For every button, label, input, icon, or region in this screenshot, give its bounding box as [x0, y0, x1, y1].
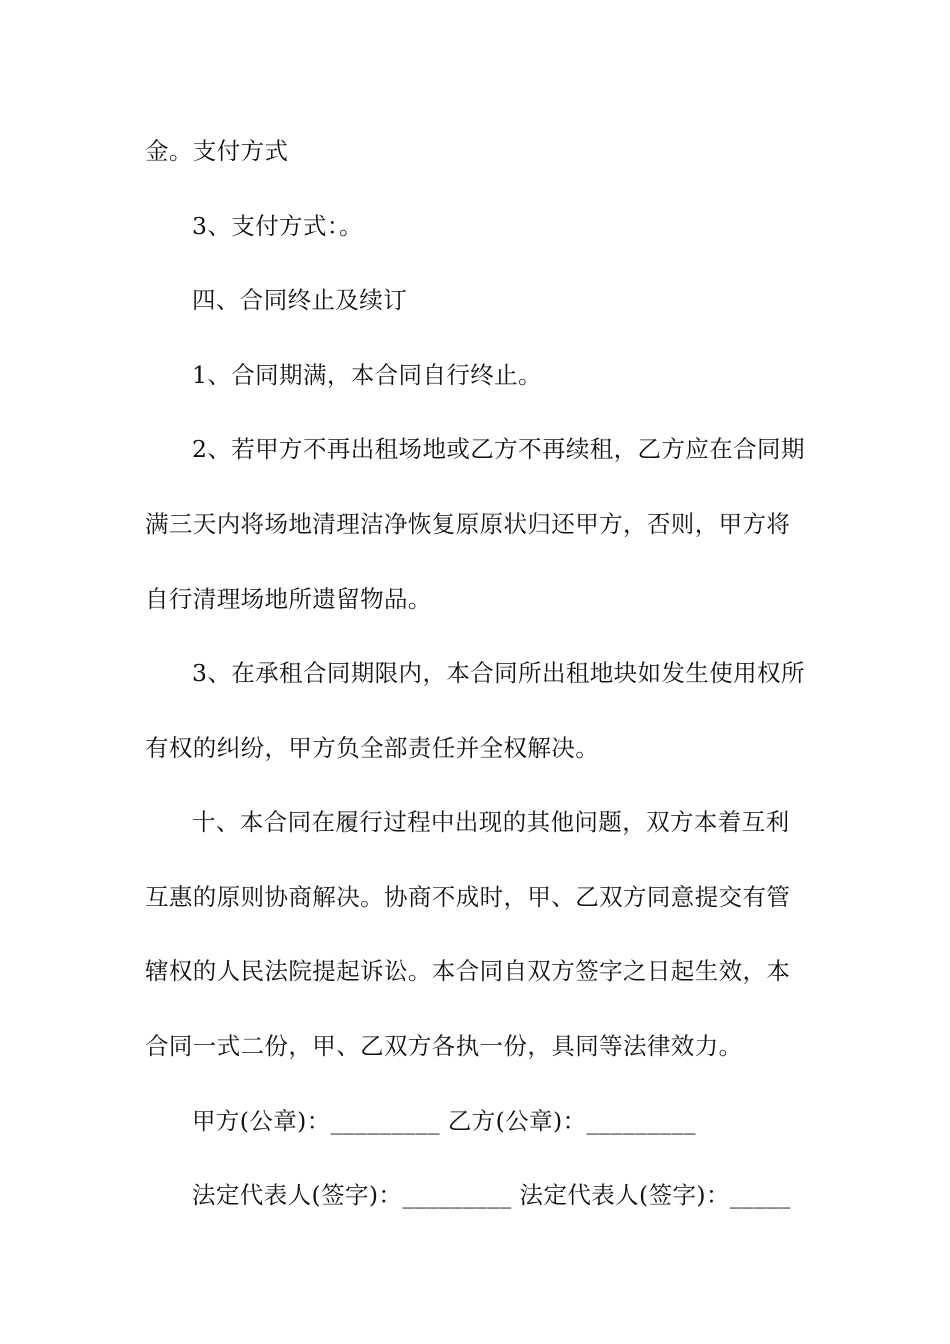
- paragraph-line: 金。支付方式: [145, 137, 289, 165]
- paragraph-line: 3、支付方式：。: [192, 212, 363, 240]
- section-heading: 四、合同终止及续订: [192, 286, 408, 314]
- paragraph-line: 互惠的原则协商解决。协商不成时，甲、乙双方同意提交有管: [145, 883, 791, 911]
- signature-line-representative: 法定代表人(签字)：_________ 法定代表人(签字)：_____: [192, 1181, 791, 1209]
- paragraph-line: 自行清理场地所遗留物品。: [145, 585, 432, 613]
- paragraph-line: 3、在承租合同期限内，本合同所出租地块如发生使用权所: [192, 659, 805, 687]
- paragraph-line: 辖权的人民法院提起诉讼。本合同自双方签字之日起生效，本: [145, 957, 791, 985]
- paragraph-line: 2、若甲方不再出租场地或乙方不再续租，乙方应在合同期: [192, 435, 805, 463]
- signature-line-seal: 甲方(公章)：_________ 乙方(公章)：_________: [192, 1107, 696, 1135]
- paragraph-line: 满三天内将场地清理洁净恢复原原状归还甲方，否则，甲方将: [145, 510, 791, 538]
- paragraph-line: 十、本合同在履行过程中出现的其他问题，双方本着互利: [192, 808, 790, 836]
- paragraph-line: 1、合同期满，本合同自行终止。: [192, 361, 542, 389]
- paragraph-line: 有权的纠纷，甲方负全部责任并全权解决。: [145, 734, 600, 762]
- paragraph-line: 合同一式二份，甲、乙双方各执一份，具同等法律效力。: [145, 1032, 743, 1060]
